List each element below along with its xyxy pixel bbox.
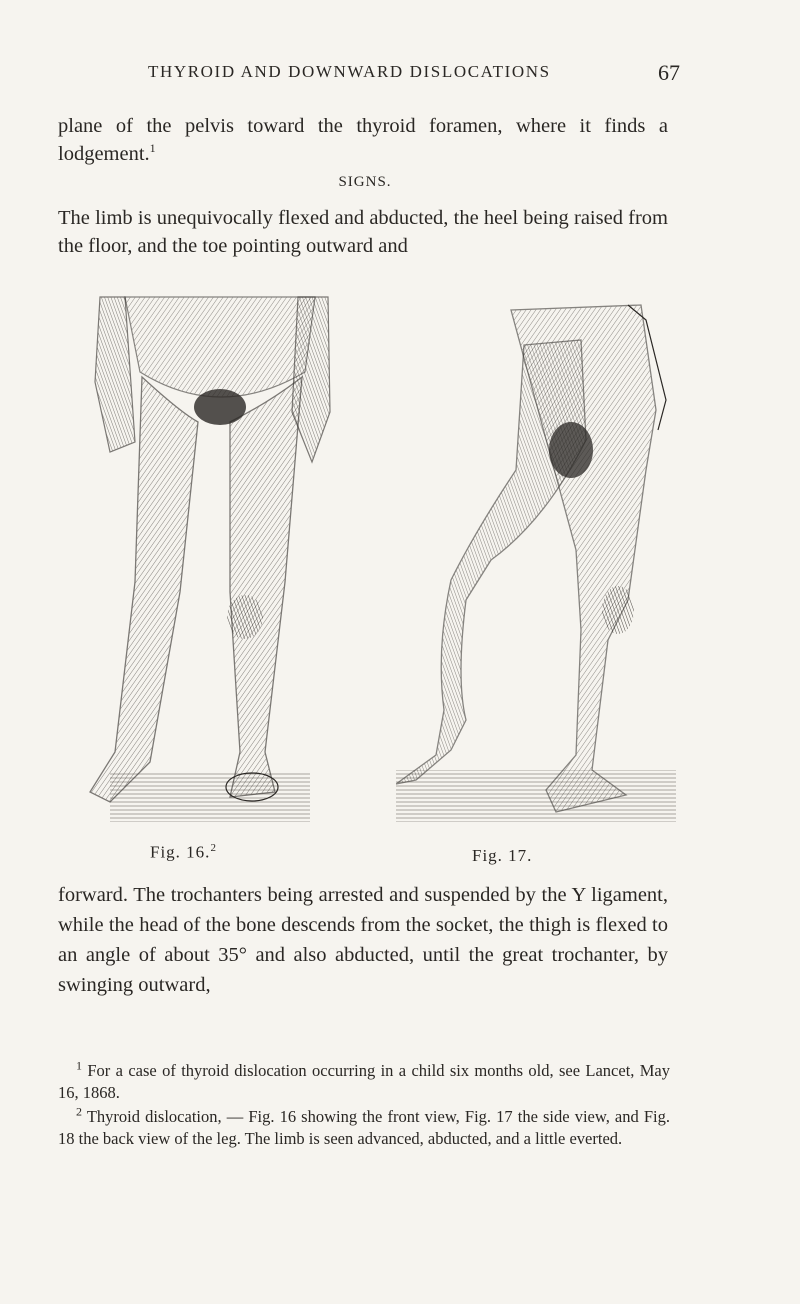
figure-17-side-view <box>396 300 686 832</box>
paragraph-signs: The limb is unequivocally flexed and abducted, the heel being raised from the floor, and the toe pointing outward and <box>58 207 668 257</box>
footnote-2 <box>58 1106 670 1149</box>
footnote-2-mark: 2 <box>76 1104 82 1119</box>
figure-16-front-view <box>80 292 340 832</box>
figure-16-caption <box>150 842 217 863</box>
running-title: THYROID AND DOWNWARD DISLOCATIONS <box>148 62 551 81</box>
paragraph-text: plane of the pelvis toward the thyroid foramen, where it finds a lodgement. <box>58 115 668 165</box>
caption-text: Fig. 16. <box>150 842 211 862</box>
figure-17-caption: Fig. 17. <box>472 846 533 865</box>
paragraph-lodgement <box>58 112 668 168</box>
footnote-1 <box>58 1060 670 1103</box>
footnote-1-text: For a case of thyroid dislocation occurring in a child six months old, see Lancet, May 16, 1868. <box>58 1061 671 1102</box>
footnote-ref-2: 2 <box>210 842 217 854</box>
footnote-ref-1: 1 <box>149 141 156 156</box>
section-heading-signs: SIGNS. <box>338 174 392 190</box>
footnote-2-text: Thyroid dislocation, — Fig. 16 showing the front view, Fig. 17 the side view, and Fig. 18 the back view of the leg. The limb is seen advanced, abducted, and a little everted. <box>58 1107 670 1148</box>
running-header <box>148 60 680 85</box>
footnote-1-mark: 1 <box>76 1058 82 1073</box>
paragraph-trochanters: forward. The trochanters being arrested and suspended by the Y ligament, while the head of the bone descends from the socket, the thigh is flexed to an angle of about 35° and also abducted, until the great trochanter, by swinging outward, <box>58 884 668 996</box>
page-number: 67 <box>658 60 680 85</box>
